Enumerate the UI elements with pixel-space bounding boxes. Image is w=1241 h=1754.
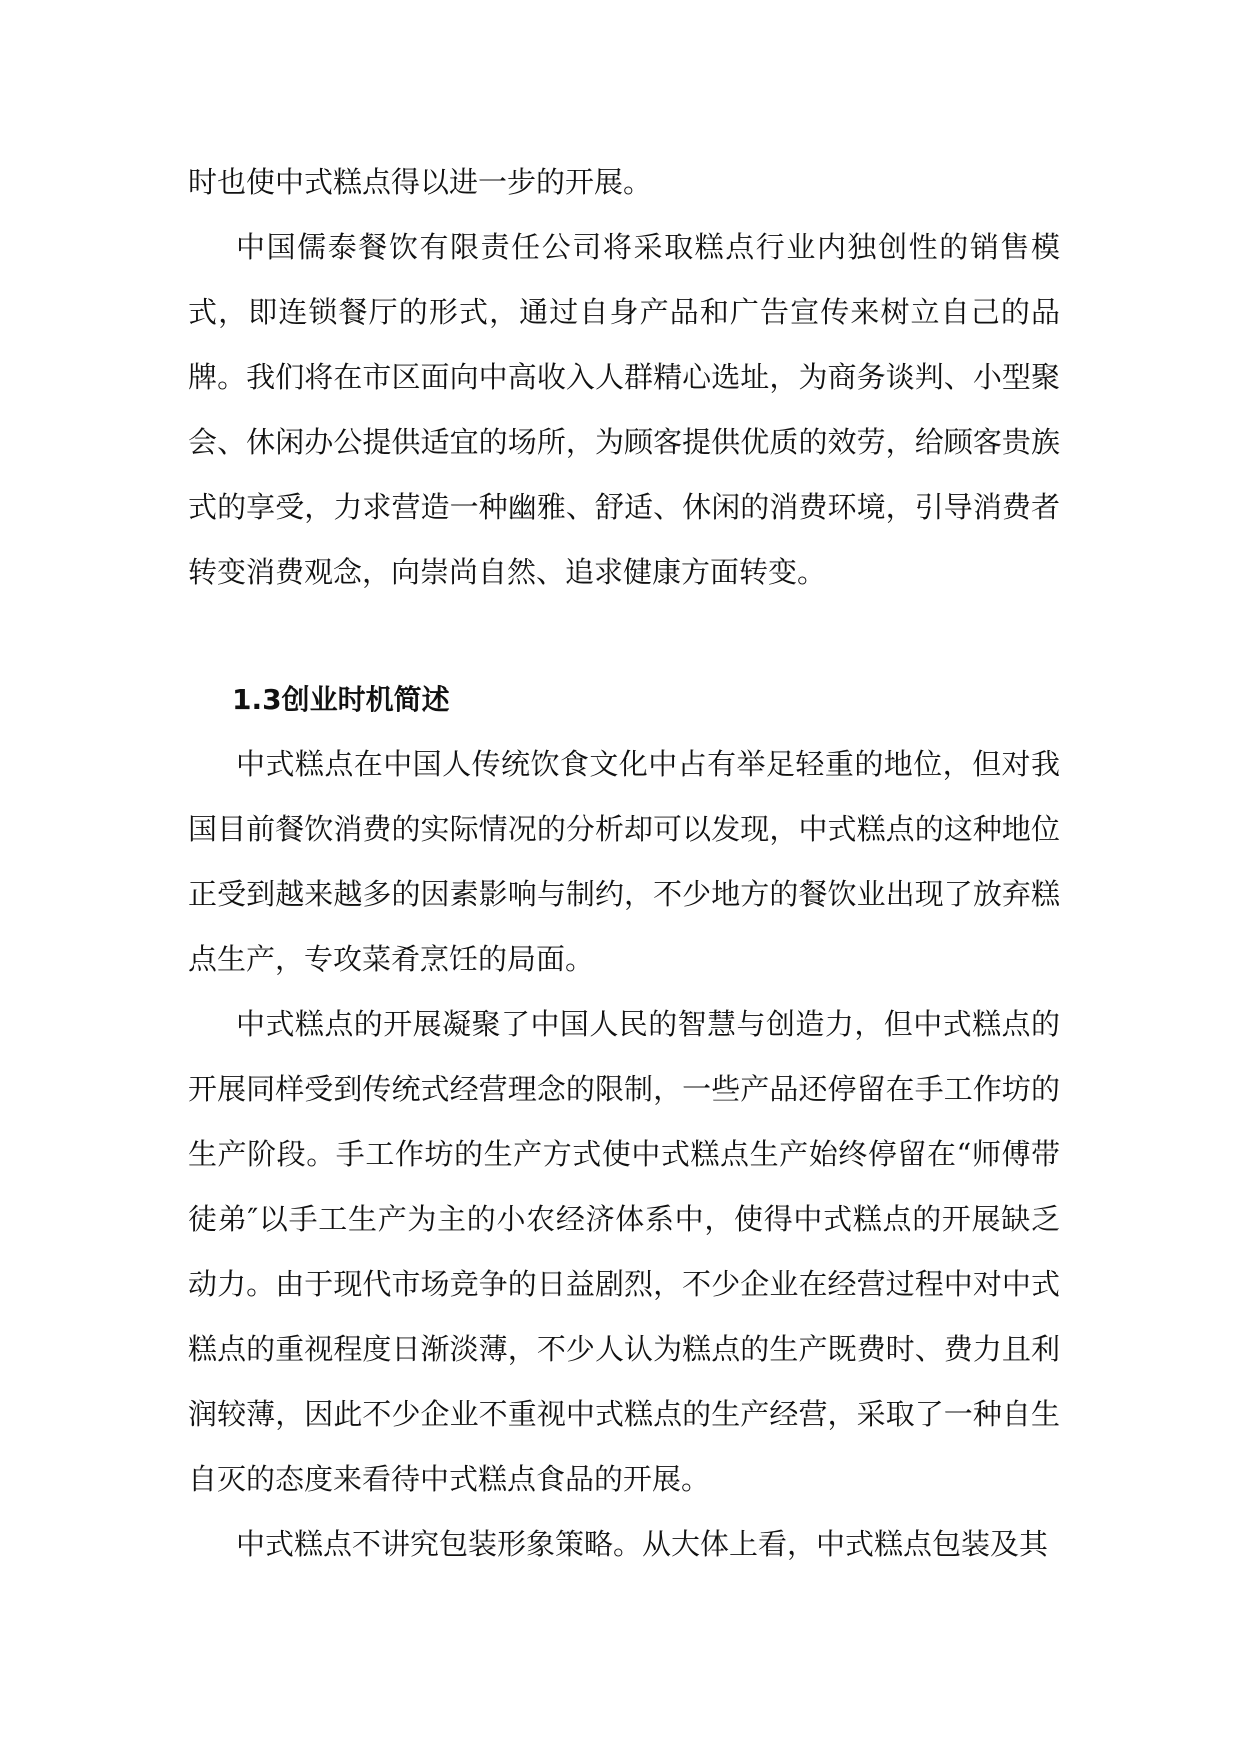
section-heading: 1.3创业时机简述 xyxy=(232,683,450,716)
paragraph-continuation: 时也使中式糕点得以进一步的开展。 xyxy=(188,165,653,199)
paragraph-pastry-development: 中式糕点的开展凝聚了中国人民的智慧与创造力，但中式糕点的开展同样受到传统式经营理念的限制，一些产品还停留在手工作坊的生产阶段。手工作坊的生产方式使中式糕点生产始终停留在“师傅带徒弟″以手工生产为主的小农经济体系中，使得中式糕点的开展缺乏动力。由于现代市场竞争的日益剧烈，不少企业在经营过程中对中式糕点的重视程度日渐淡薄，不少人认为糕点的生产既费时、费力且利润较薄，因此不少企业不重视中式糕点的生产经营，采取了一种自生自灭的态度来看待中式糕点食品的开展。 xyxy=(188,1007,1060,1496)
document-body xyxy=(188,150,1060,1577)
paragraph-pastry-status: 中式糕点在中国人传统饮食文化中占有举足轻重的地位，但对我国目前餐饮消费的实际情况的分析却可以发现，中式糕点的这种地位正受到越来越多的因素影响与制约，不少地方的餐饮业出现了放弃糕点生产，专攻菜肴烹饪的局面。 xyxy=(188,747,1060,976)
paragraph-company-intro: 中国儒泰餐饮有限责任公司将采取糕点行业内独创性的销售模式，即连锁餐厅的形式，通过自身产品和广告宣传来树立自己的品牌。我们将在市区面向中高收入人群精心选址，为商务谈判、小型聚会、休闲办公提供适宜的场所，为顾客提供优质的效劳，给顾客贵族式的享受，力求营造一种幽雅、舒适、休闲的消费环境，引导消费者转变消费观念，向崇尚自然、追求健康方面转变。 xyxy=(188,230,1060,589)
paragraph-packaging: 中式糕点不讲究包装形象策略。从大体上看，中式糕点包装及其 xyxy=(236,1527,1049,1561)
